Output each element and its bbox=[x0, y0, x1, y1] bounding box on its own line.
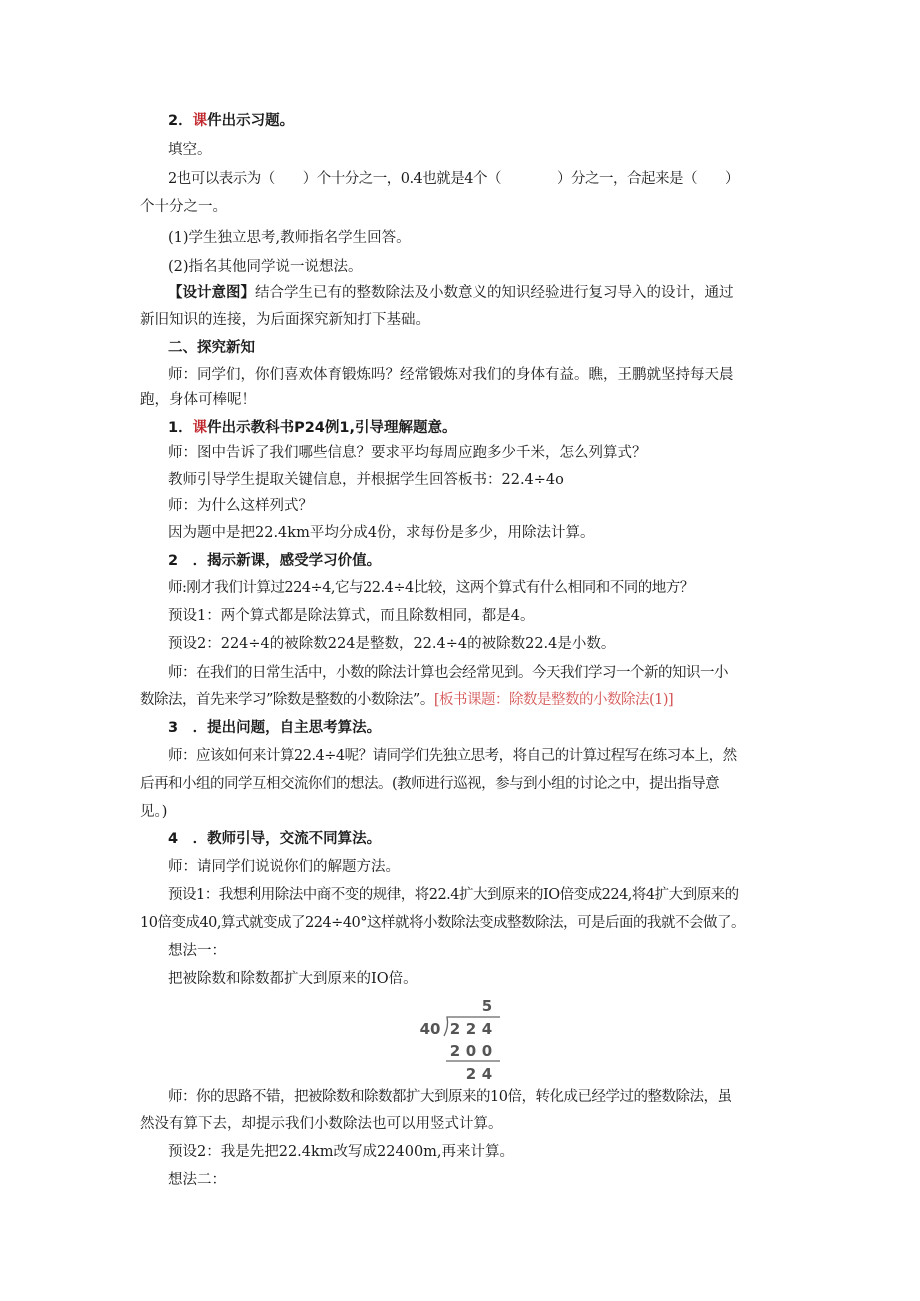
paragraph: 把被除数和除数都扩大到原来的IO倍。 bbox=[168, 971, 418, 987]
remainder-digit: 4 bbox=[481, 1065, 493, 1083]
step-heading: 1．课件出示教科书P24例1,引导理解题意。 bbox=[168, 420, 457, 436]
paragraph: 师：同学们，你们喜欢体育锻炼吗？经常锻炼对我们的身体有益。瞧，王鹏就坚持每天晨 bbox=[168, 367, 734, 383]
paragraph: 预设2：我是先把22.4km改写成22400m,再来计算。 bbox=[168, 1144, 515, 1160]
board-title: [板书课题：除数是整数的小数除法(1)] bbox=[433, 692, 674, 708]
paragraph: 因为题中是把22.4km平均分成4份，求每份是多少，用除法计算。 bbox=[168, 525, 595, 541]
step-heading: 3 ．提出问题，自主思考算法。 bbox=[168, 720, 382, 736]
paragraph: (1)学生独立思考,教师指名学生回答。 bbox=[168, 230, 411, 246]
paragraph: 然没有算下去，却提示我们小数除法也可以用竖式计算。 bbox=[140, 1116, 503, 1132]
step-heading: 4 ．教师引导，交流不同算法。 bbox=[168, 831, 382, 847]
remainder-digit: 2 bbox=[465, 1065, 477, 1083]
long-division-diagram bbox=[410, 996, 520, 1086]
design-intent: 【设计意图】结合学生已有的整数除法及小数意义的知识经验进行复习导入的设计，通过 bbox=[168, 285, 734, 301]
paragraph: 跑，身体可棒呢！ bbox=[140, 392, 256, 408]
paragraph: 师：你的思路不错，把被除数和除数都扩大到原来的10倍，转化成已经学过的整数除法，虽 bbox=[168, 1089, 732, 1105]
product-digit: 0 bbox=[465, 1042, 477, 1060]
divisor-number: 40 bbox=[419, 1020, 441, 1038]
product-digit: 2 bbox=[449, 1042, 461, 1060]
dividend-digit: 2 bbox=[465, 1020, 477, 1038]
paragraph: 师：应该如何来计算22.4÷4呢？请同学们先独立思考，将自己的计算过程写在练习本上，然 bbox=[168, 748, 737, 764]
dividend-digit: 2 bbox=[449, 1020, 461, 1038]
paragraph: 预设2：224÷4的被除数224是整数，22.4÷4的被除数22.4是小数。 bbox=[168, 636, 616, 652]
dividend-digit: 4 bbox=[481, 1020, 493, 1038]
paragraph: 师：图中告诉了我们哪些信息？要求平均每周应跑多少千米，怎么列算式？ bbox=[168, 445, 647, 461]
paragraph: 师：请同学们说说你们的解题方法。 bbox=[168, 859, 400, 875]
paragraph: 想法一： bbox=[168, 943, 226, 959]
paragraph: 预设1：两个算式都是除法算式，而且除数相同，都是4。 bbox=[168, 608, 535, 624]
paragraph: 个十分之一。 bbox=[140, 199, 227, 215]
paragraph: 10倍变成40,算式就变成了224÷40°这样就将小数除法变成整数除法，可是后面的我就不会做了。 bbox=[140, 915, 746, 931]
product-digit: 0 bbox=[481, 1042, 493, 1060]
paragraph: 预设1：我想利用除法中商不变的规律，将22.4扩大到原来的IO倍变成224,将4扩大到原来的 bbox=[168, 887, 739, 903]
paragraph: 见。) bbox=[140, 804, 168, 820]
paragraph: 师:刚才我们计算过224÷4,它与22.4÷4比较，这两个算式有什么相同和不同的地方？ bbox=[168, 580, 694, 596]
paragraph: 填空。 bbox=[168, 142, 212, 158]
design-intent-label: 【设计意图】 bbox=[168, 285, 255, 301]
paragraph: 教师引导学生提取关键信息，并根据学生回答板书：22.4÷4o bbox=[168, 472, 564, 488]
paragraph: 师：在我们的日常生活中，小数的除法计算也会经常见到。今天我们学习一个新的知识一小 bbox=[168, 665, 728, 681]
paragraph: (2)指名其他同学说一说想法。 bbox=[168, 259, 363, 275]
quotient-digit: 5 bbox=[481, 997, 493, 1015]
step-heading: 2 ．揭示新课，感受学习价值。 bbox=[168, 553, 382, 569]
paragraph: 后再和小组的同学互相交流你们的想法。(教师进行巡视，参与到小组的讨论之中，提出指导意 bbox=[140, 776, 720, 792]
fill-blank-question: 2也可以表示为（ ）个十分之一，0.4也就是4个（ ）分之一，合起来是（ ） bbox=[168, 171, 740, 187]
paragraph: 想法二： bbox=[168, 1172, 226, 1188]
section-heading: 二、探究新知 bbox=[168, 340, 255, 356]
exercise-heading: 2．课件出示习题。 bbox=[168, 113, 295, 129]
paragraph: 新旧知识的连接，为后面探究新知打下基础。 bbox=[140, 312, 430, 328]
paragraph: 师：为什么这样列式？ bbox=[168, 498, 313, 514]
paragraph: 数除法，首先来学习”除数是整数的小数除法”。[板书课题：除数是整数的小数除法(1)] bbox=[140, 692, 674, 708]
